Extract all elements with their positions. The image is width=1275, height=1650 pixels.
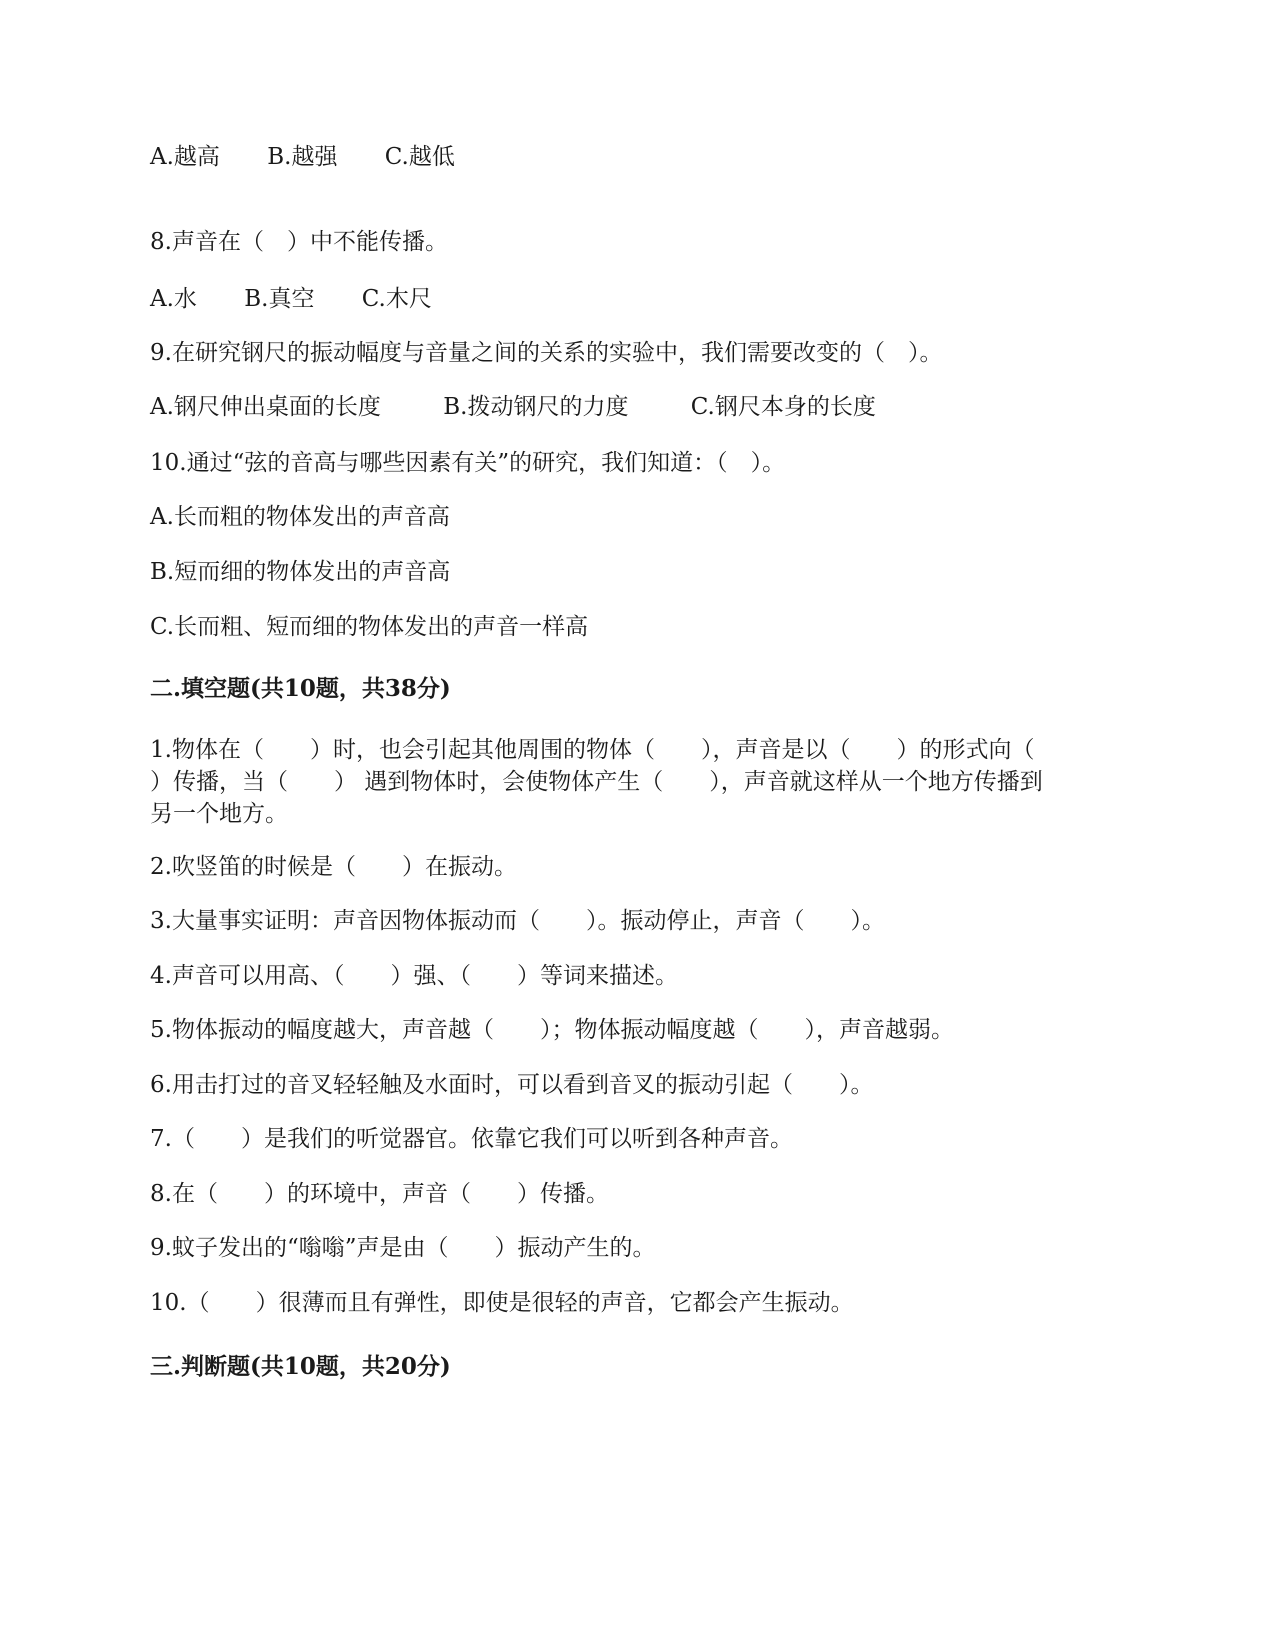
fill-q9: 9.蚊子发出的“嗡嗡”声是由（ ）振动产生的。	[150, 1235, 656, 1261]
section-2-heading: 二.填空题(共10题，共38分)	[150, 675, 451, 702]
fill-q10: 10.（ ）很薄而且有弹性，即使是很轻的声音，它都会产生振动。	[150, 1290, 854, 1316]
fill-q1-line-2: ）传播，当（ ） 遇到物体时，会使物体产生（ ），声音就这样从一个地方传播到	[150, 769, 1043, 795]
fill-q8: 8.在（ ）的环境中，声音（ ）传播。	[150, 1181, 609, 1207]
q10-option-a: A.长而粗的物体发出的声音高	[150, 504, 450, 530]
q10-option-b: B.短而细的物体发出的声音高	[150, 559, 451, 585]
q7-option-b: B.越强	[267, 144, 338, 170]
q8-options	[150, 283, 432, 315]
q8-option-b: B.真空	[244, 286, 315, 312]
fill-q2: 2.吹竖笛的时候是（ ）在振动。	[150, 854, 517, 880]
fill-q6: 6.用击打过的音叉轻轻触及水面时，可以看到音叉的振动引起（ ）。	[150, 1072, 874, 1098]
fill-q5: 5.物体振动的幅度越大，声音越（ ）；物体振动幅度越（ ），声音越弱。	[150, 1017, 954, 1043]
fill-q3: 3.大量事实证明：声音因物体振动而（ ）。振动停止，声音（ ）。	[150, 908, 885, 934]
q9-option-a: A.钢尺伸出桌面的长度	[150, 394, 381, 420]
q8-question: 8.声音在（ ）中不能传播。	[150, 229, 448, 255]
q7-options	[150, 141, 455, 173]
section-3-heading: 三.判断题(共10题，共20分)	[150, 1353, 451, 1380]
q7-option-c: C.越低	[384, 144, 455, 170]
fill-q1-line-1: 1.物体在（ ）时，也会引起其他周围的物体（ ），声音是以（ ）的形式向（	[150, 737, 1035, 763]
fill-q4: 4.声音可以用高、（ ）强、（ ）等词来描述。	[150, 963, 678, 989]
fill-q7: 7.（ ）是我们的听觉器官。依靠它我们可以听到各种声音。	[150, 1126, 793, 1152]
fill-q1	[150, 734, 1110, 830]
q8-option-a: A.水	[150, 286, 197, 312]
q10-question: 10.通过“弦的音高与哪些因素有关”的研究，我们知道：（ ）。	[150, 450, 786, 476]
q9-options	[150, 391, 876, 423]
q7-option-a: A.越高	[150, 144, 220, 170]
q8-option-c: C.木尺	[361, 286, 432, 312]
fill-q1-line-3: 另一个地方。	[150, 801, 288, 827]
q9-option-b: B.拨动钢尺的力度	[443, 394, 629, 420]
q9-option-c: C.钢尺本身的长度	[690, 394, 876, 420]
q10-option-c: C.长而粗、短而细的物体发出的声音一样高	[150, 614, 589, 640]
q9-question: 9.在研究钢尺的振动幅度与音量之间的关系的实验中，我们需要改变的（ ）。	[150, 340, 943, 366]
